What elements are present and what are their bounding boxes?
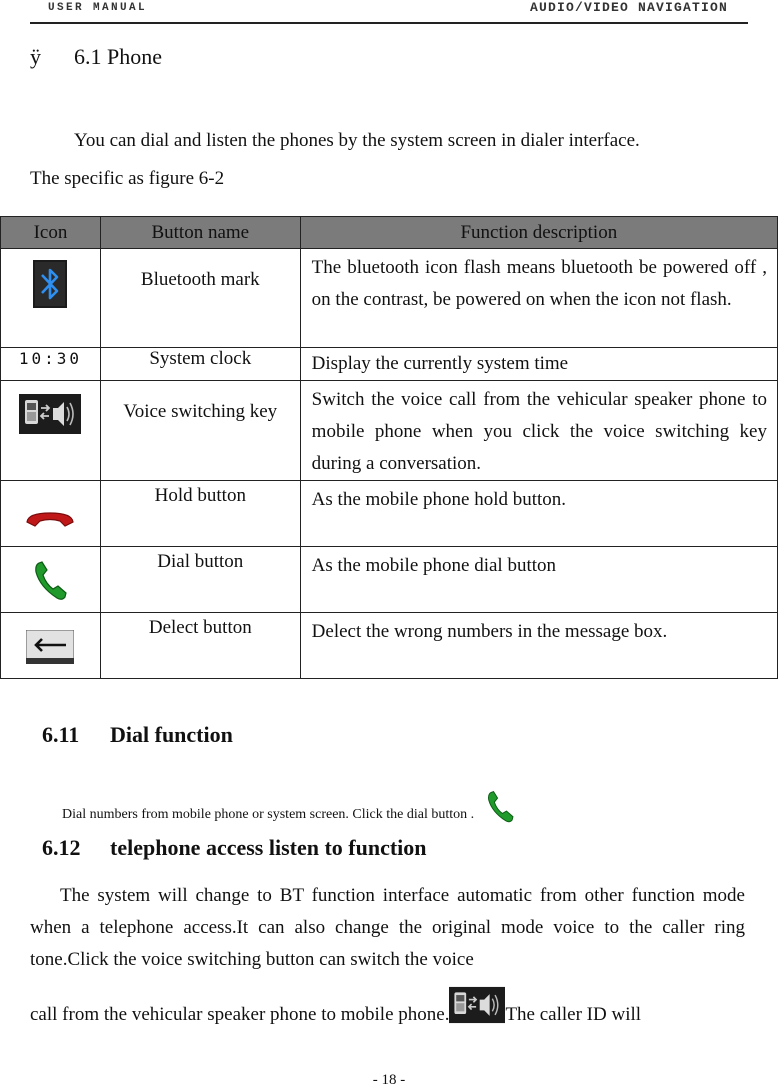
icon-cell — [1, 613, 101, 679]
header-icon: Icon — [1, 217, 101, 249]
voice-switch-icon — [19, 394, 81, 440]
icon-cell — [1, 481, 101, 547]
dial-function-paragraph — [62, 790, 514, 829]
button-table — [0, 216, 778, 679]
intro-line-1: You can dial and listen the phones by the system screen in dialer interface. — [74, 130, 640, 151]
section-number: 6.11 — [42, 722, 80, 747]
clock-value: 10:30 — [1, 348, 101, 381]
icon-cell — [1, 547, 101, 613]
section-6-11-heading — [42, 722, 233, 748]
section-number: 6.12 — [42, 835, 81, 860]
table-row — [1, 249, 778, 348]
dial-function-text: Dial numbers from mobile phone or system screen. Click the dial button . — [62, 807, 475, 822]
hold-phone-icon — [24, 510, 76, 534]
section-title: Dial function — [110, 722, 233, 747]
function-description: Delect the wrong numbers in the message box. — [300, 613, 777, 679]
section-title: telephone access listen to function — [110, 835, 427, 860]
paragraph-text-2a: call from the vehicular speaker phone to mobile phone. — [30, 1004, 450, 1025]
function-description: The bluetooth icon flash means bluetooth be powered off , on the contrast, be powered on when the icon not flash. — [300, 249, 777, 348]
function-description: As the mobile phone hold button. — [300, 481, 777, 547]
table-header-row — [1, 217, 778, 249]
function-description: Switch the voice call from the vehicular speaker phone to mobile phone when you click the voice switching key during a conversation. — [300, 381, 777, 481]
bluetooth-icon — [33, 260, 67, 314]
icon-cell — [1, 381, 101, 481]
header-function-description: Function description — [300, 217, 777, 249]
table-row — [1, 613, 778, 679]
bullet: ÿ — [30, 44, 41, 69]
page-header — [30, 0, 748, 24]
button-name: Delect button — [100, 613, 300, 679]
header-left: USER MANUAL — [48, 2, 148, 14]
function-description: Display the currently system time — [300, 348, 777, 381]
icon-cell — [1, 249, 101, 348]
section-6-1-heading — [30, 44, 162, 70]
dial-phone-icon — [33, 560, 67, 608]
header-right: AUDIO/VIDEO NAVIGATION — [529, 0, 728, 15]
page-number: - 18 - — [372, 1072, 406, 1088]
paragraph-last-line — [30, 986, 745, 1035]
button-name: System clock — [100, 348, 300, 381]
table-row — [1, 547, 778, 613]
button-name: Voice switching key — [100, 381, 300, 481]
voice-switch-icon — [449, 986, 505, 1035]
table-row — [1, 381, 778, 481]
paragraph-text: The system will change to BT function interface automatic from other function mode when a telephone access.It can also change the original mode voice to the caller ring tone.Click the voice switching button can switch the voice — [30, 885, 745, 970]
table-row — [1, 481, 778, 547]
dial-phone-icon — [486, 790, 514, 829]
backspace-icon — [26, 630, 74, 670]
button-name: Bluetooth mark — [100, 249, 300, 348]
intro-line-2: The specific as figure 6-2 — [30, 168, 225, 189]
section-6-12-heading — [42, 835, 427, 861]
function-description: As the mobile phone dial button — [300, 547, 777, 613]
button-name: Dial button — [100, 547, 300, 613]
header-button-name: Button name — [100, 217, 300, 249]
paragraph-text-2b: The caller ID will — [505, 1004, 642, 1025]
telephone-access-paragraph — [30, 880, 745, 1035]
table-row — [1, 348, 778, 381]
button-name: Hold button — [100, 481, 300, 547]
section-6-1-title: 6.1 Phone — [74, 44, 162, 69]
intro-paragraph — [30, 122, 750, 198]
